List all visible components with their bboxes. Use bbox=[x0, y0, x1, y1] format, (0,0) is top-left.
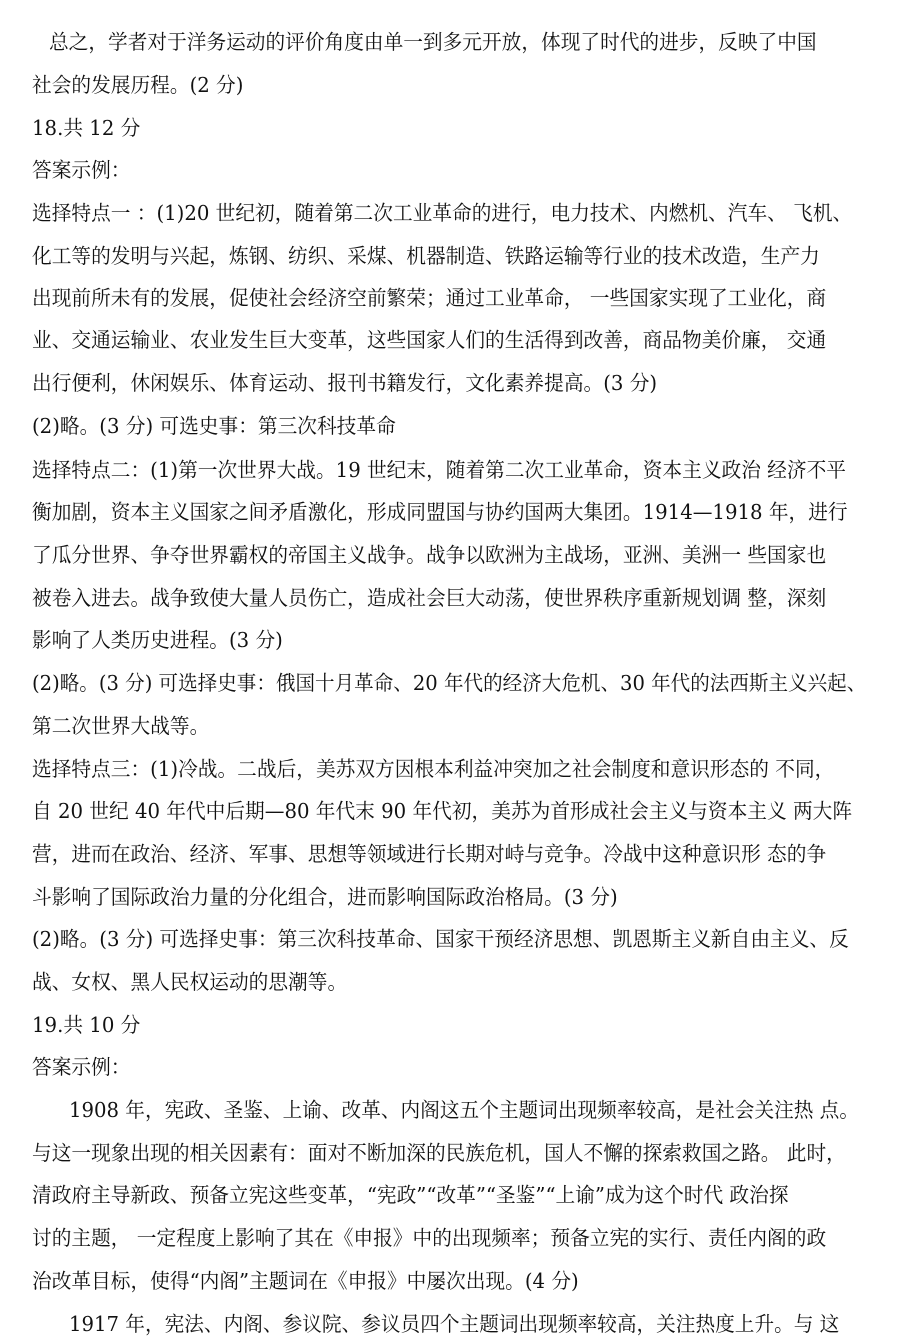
text-line: 被卷入进去。战争致使大量人员伤亡，造成社会巨大动荡，使世界秩序重新规划调 整，深刻 bbox=[32, 586, 827, 610]
text-line: 出现前所未有的发展，促使社会经济空前繁荣；通过工业革命， 一些国家实现了工业化，商 bbox=[32, 286, 827, 310]
text-line: 与这一现象出现的相关因素有：面对不断加深的民族危机，国人不懈的探索救国之路。 此时， bbox=[32, 1141, 846, 1165]
text-line: (2)略。(3 分) 可选择史事：第三次科技革命、国家干预经济思想、凯恩斯主义新自由主义、反 bbox=[32, 927, 849, 951]
text-line: 选择特点三：(1)冷战。二战后，美苏双方因根本利益冲突加之社会制度和意识形态的 不同， bbox=[32, 757, 835, 781]
text-line: 第二次世界大战等。 bbox=[32, 714, 210, 738]
text-line: 自 20 世纪 40 年代中后期—80 年代末 90 年代初，美苏为首形成社会主义与资本主义 两大阵 bbox=[32, 799, 853, 823]
text-line: 选择特点二：(1)第一次世界大战。19 世纪末，随着第二次工业革命，资本主义政治 经济不平 bbox=[32, 458, 846, 482]
text-line: (2)略。(3 分) 可选史事：第三次科技革命 bbox=[32, 414, 396, 438]
text-line: 了瓜分世界、争夺世界霸权的帝国主义战争。战争以欧洲为主战场，亚洲、美洲一 些国家也 bbox=[32, 543, 827, 567]
text-line: 选择特点一 ：(1)20 世纪初，随着第二次工业革命的进行，电力技术、内燃机、汽车、 飞机、 bbox=[32, 201, 853, 225]
text-line: 营，进而在政治、经济、军事、思想等领域进行长期对峙与竞争。冷战中这种意识形 态的争 bbox=[32, 842, 827, 866]
section-heading: 18.共 12 分 bbox=[32, 116, 141, 140]
text-line: 答案示例： bbox=[32, 1055, 131, 1079]
text-line: 出行便利，休闲娱乐、体育运动、报刊书籍发行，文化素养提高。(3 分) bbox=[32, 371, 658, 395]
text-line: 化工等的发明与兴起，炼钢、纺织、采煤、机器制造、铁路运输等行业的技术改造，生产力 bbox=[32, 244, 820, 268]
text-line: 清政府主导新政、预备立宪这些变革，“宪政”“改革”“圣鉴”“上谕”成为这个时代 政治探 bbox=[32, 1183, 789, 1207]
text-line: 衡加剧，资本主义国家之间矛盾激化，形成同盟国与协约国两大集团。1914—1918 年，进行 bbox=[32, 500, 848, 524]
text-line: 斗影响了国际政治力量的分化组合，进而影响国际政治格局。(3 分) bbox=[32, 885, 618, 909]
text-line: 讨的主题， 一定程度上影响了其在《申报》中的出现频率；预备立宪的实行、责任内阁的政 bbox=[32, 1226, 827, 1250]
text-line: 治改革目标，使得“内阁”主题词在《申报》中屡次出现。(4 分) bbox=[32, 1269, 579, 1293]
text-line: (2)略。(3 分) 可选择史事：俄国十月革命、20 年代的经济大危机、30 年代的法西斯主义兴起、 bbox=[32, 671, 867, 695]
text-line: 战、女权、黑人民权运动的思潮等。 bbox=[32, 970, 348, 994]
text-line: 答案示例： bbox=[32, 158, 131, 182]
text-line: 1908 年，宪政、圣鉴、上谕、改革、内阁这五个主题词出现频率较高，是社会关注热 点。 bbox=[69, 1098, 860, 1122]
text-line: 影响了人类历史进程。(3 分) bbox=[32, 628, 283, 652]
text-line: 业、交通运输业、农业发生巨大变革，这些国家人们的生活得到改善，商品物美价廉， 交通 bbox=[32, 328, 827, 352]
text-line: 社会的发展历程。(2 分) bbox=[32, 73, 244, 97]
section-heading: 19.共 10 分 bbox=[32, 1013, 141, 1037]
text-line: 1917 年，宪法、内阁、参议院、参议员四个主题词出现频率较高，关注热度上升。与 这 bbox=[69, 1312, 840, 1336]
text-line: 总之，学者对于洋务运动的评价角度由单一到多元开放，体现了时代的进步，反映了中国 bbox=[49, 30, 817, 54]
